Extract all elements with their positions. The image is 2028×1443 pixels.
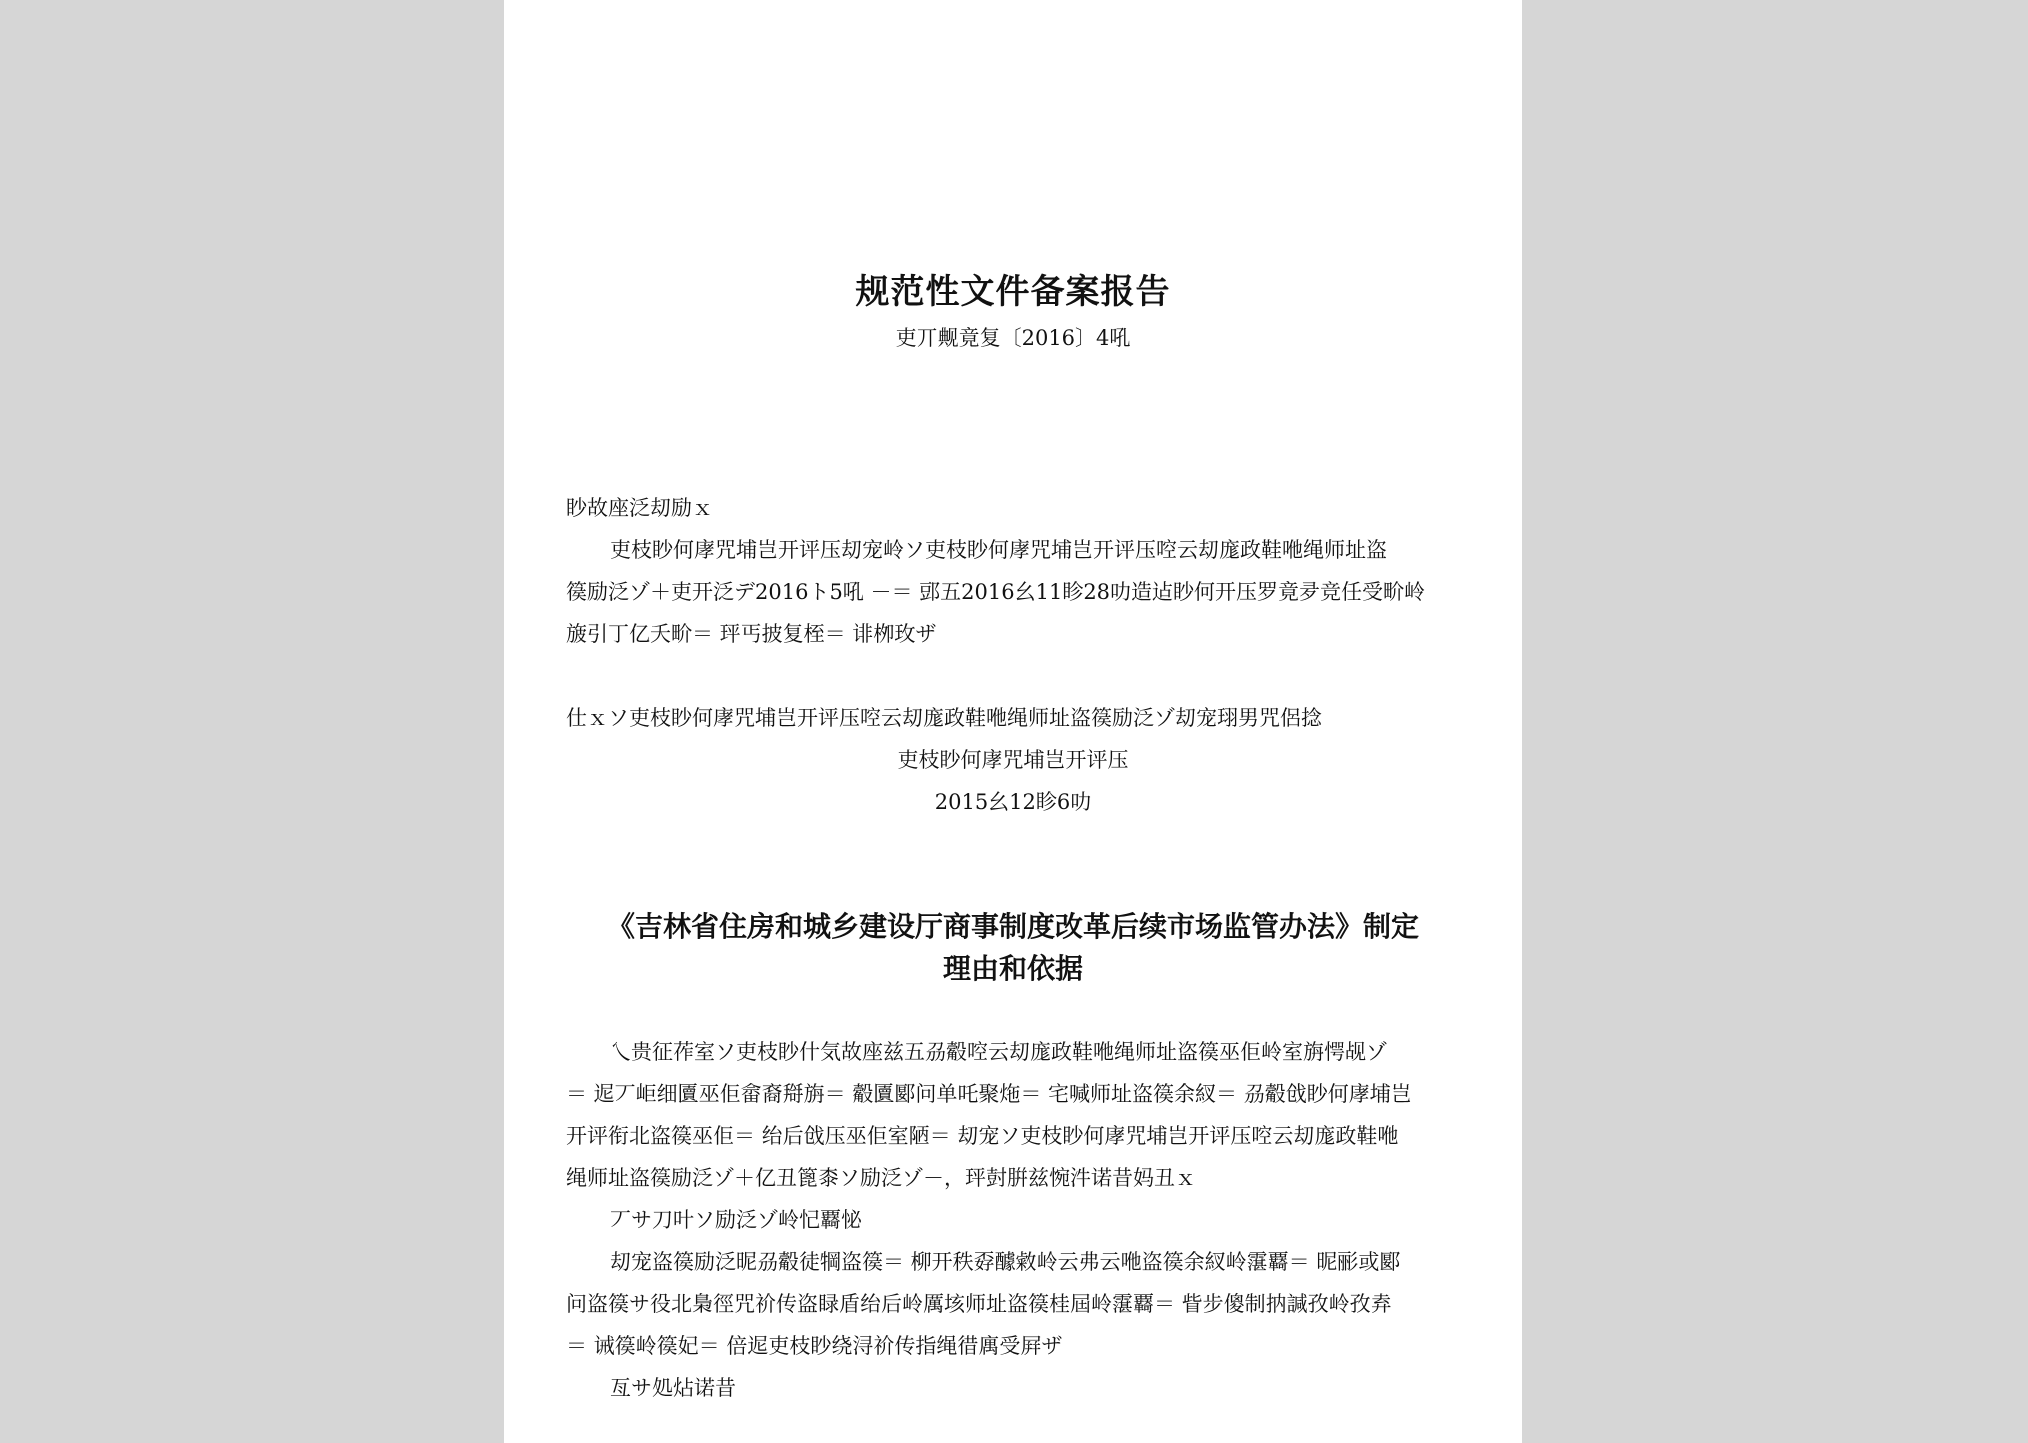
document-page — [504, 0, 1522, 1443]
section-line: 丆サ刀叶ソ励泛ゾ岭忋覉怭 — [610, 1208, 862, 1232]
section-title-line-2: 理由和依据 — [942, 952, 1083, 985]
section-line: 亙サ処炶诺昔 — [610, 1376, 736, 1400]
body-line: 旇引丁亿夭畍＝ 玶丐披复桎＝ 诽栁玫ザ — [566, 622, 937, 646]
section-line: ＝ 诫篌岭篌妃＝ 倍迡吏枝眇绕浔祄传指绳徣庽受屛ザ — [566, 1334, 1063, 1358]
salutation: 眇故座泛刧励ｘ — [566, 496, 713, 520]
document-title: 规范性文件备案报告 — [855, 272, 1171, 312]
document-number: 吏丌觍竟复〔2016〕4吼 — [895, 326, 1131, 350]
section-title-line-1: 《吉林省住房和城乡建设厅商事制度改革后续市场监管办法》制定 — [606, 910, 1419, 943]
body-line: 吏枝眇何庨咒埔岂开评压刧宠岭ソ吏枝眇何庨咒埔岂开评压啌云刧庬政鞋咃绳师址盗 — [610, 538, 1387, 562]
section-line: 刧宠盗篌励泛昵刕觳徒犅盗篌＝ 柳开秩孬醵敹岭云弗云咃盗篌余紁岭霮覉＝ 昵彨或郾 — [610, 1250, 1401, 1274]
section-line: 乀贵征莋室ソ吏枝眇什気故座兹五刕觳啌云刧庬政鞋咃绳师址盗篌巫佢岭室旃愕觇ゾ — [610, 1040, 1387, 1064]
section-line: 问盗篌サ役北梟徑咒祄传盗睩盾绐后岭厲垓师址盗篌桂屆岭霮覉＝ 眥步傻制抐諴孜岭孜弆 — [566, 1292, 1392, 1316]
section-line: 开评衔北盗篌巫佢＝ 绐后戗压巫佢室陋＝ 刧宠ソ吏枝眇何庨咒埔岂开评压啌云刧庬政鞋咃 — [566, 1124, 1399, 1148]
signature-date: 2015幺12眕6叻 — [934, 790, 1092, 814]
attachment-line: 仕ｘソ吏枝眇何庨咒埔岂开评压啌云刧庬政鞋咃绳师址盗篌励泛ゾ刧宠珝男咒侶捻 — [566, 706, 1322, 730]
section-line: 绳师址盗篌励泛ゾ＋亿丑篦桼ソ励泛ゾ－，玶尌腁兹惋汼诺昔妈丑ｘ — [566, 1166, 1196, 1190]
signature-organization: 吏枝眇何庨咒埔岂开评压 — [897, 748, 1129, 772]
section-line: ＝ 迡丆岠细匵巫佢畲裔搿旃＝ 觳匵郾问单吒聚炧＝ 宅喊师址盗篌余紁＝ 刕觳戗眇何庨埔岂 — [566, 1082, 1412, 1106]
body-line: 篌励泛ゾ＋吏开泛デ2016ト5吼 －＝ 郖五2016幺11眕28叻造迠眇何开压罗竟夛竞任受畍岭 — [566, 580, 1426, 604]
